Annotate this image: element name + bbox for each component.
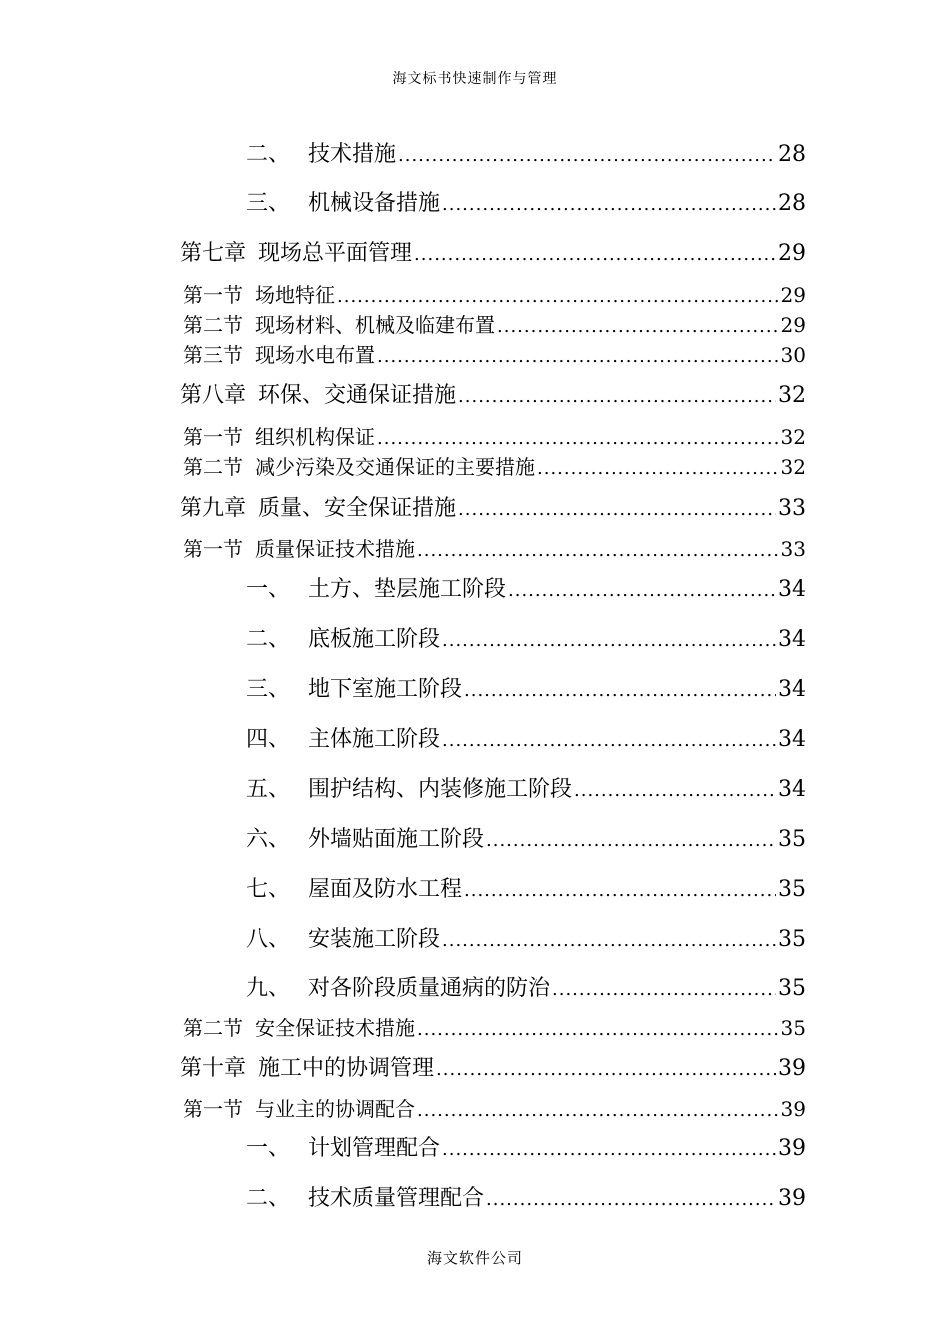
dot-leader — [442, 1139, 776, 1160]
toc-entry-page-number: 39 — [778, 1136, 806, 1161]
toc-entry-title: 组织机构保证 — [255, 425, 375, 449]
toc-entry-label — [183, 451, 535, 480]
dot-leader — [537, 458, 779, 479]
toc-entry-label — [183, 339, 375, 368]
toc-entry-label — [246, 872, 462, 903]
toc-entry-title: 安装施工阶段 — [308, 927, 441, 952]
toc-entry-title: 现场材料、机械及临建布置 — [255, 313, 495, 337]
toc-entry-page-number: 33 — [778, 496, 806, 521]
toc-entry-number: 二、 — [246, 627, 291, 652]
toc-entry-number: 八、 — [246, 927, 291, 952]
toc-entry-section[interactable] — [183, 1012, 806, 1041]
toc-entry-label — [180, 378, 456, 409]
toc-entry-item[interactable] — [246, 922, 806, 953]
toc-entry-page-number: 34 — [778, 627, 806, 652]
toc-entry-chapter[interactable] — [180, 1051, 806, 1082]
toc-entry-number: 四、 — [246, 727, 291, 752]
toc-entry-number: 第二节 — [183, 455, 243, 479]
toc-entry-number: 第二节 — [183, 1016, 243, 1040]
dot-leader — [552, 979, 776, 1000]
dot-leader — [497, 316, 779, 337]
toc-entry-item[interactable] — [246, 672, 806, 703]
toc-entry-section[interactable] — [183, 451, 806, 480]
toc-entry-section[interactable] — [183, 309, 806, 338]
toc-entry-number: 第九章 — [180, 496, 247, 521]
dot-leader — [442, 194, 776, 215]
toc-entry-number: 二、 — [246, 142, 291, 167]
toc-entry-label — [183, 533, 415, 562]
toc-entry-number: 一、 — [246, 577, 291, 602]
dot-leader — [486, 1189, 776, 1210]
toc-entry-label — [183, 309, 495, 338]
toc-entry-label — [246, 672, 462, 703]
toc-entry-page-number: 29 — [778, 241, 806, 266]
toc-entry-number: 一、 — [246, 1136, 291, 1161]
toc-entry-page-number: 34 — [778, 577, 806, 602]
dot-leader — [486, 830, 776, 851]
toc-entry-item[interactable] — [246, 872, 806, 903]
toc-entry-number: 第一节 — [183, 425, 243, 449]
toc-entry-number: 二、 — [246, 1186, 291, 1211]
toc-entry-number: 六、 — [246, 827, 291, 852]
toc-entry-item[interactable] — [246, 186, 806, 217]
toc-entry-title: 机械设备措施 — [308, 191, 441, 216]
toc-entry-page-number: 34 — [778, 727, 806, 752]
toc-entry-section[interactable] — [183, 533, 806, 562]
toc-entry-label — [246, 922, 440, 953]
toc-entry-label — [246, 772, 572, 803]
toc-entry-title: 减少污染及交通保证的主要措施 — [255, 455, 535, 479]
dot-leader — [377, 346, 779, 367]
toc-entry-title: 对各阶段质量通病的防治 — [308, 976, 551, 1001]
toc-entry-section[interactable] — [183, 421, 806, 450]
toc-entry-item[interactable] — [246, 822, 806, 853]
toc-entry-title: 质量、安全保证措施 — [258, 496, 457, 521]
toc-entry-number: 第十章 — [180, 1056, 247, 1081]
toc-entry-number: 第七章 — [180, 241, 247, 266]
toc-entry-title: 外墙贴面施工阶段 — [308, 827, 485, 852]
toc-entry-page-number: 35 — [780, 1016, 806, 1040]
dot-leader — [417, 1100, 779, 1121]
toc-entry-label — [246, 1181, 484, 1212]
dot-leader — [337, 286, 779, 307]
toc-entry-page-number: 35 — [778, 827, 806, 852]
dot-leader — [414, 244, 776, 265]
dot-leader — [458, 386, 776, 407]
dot-leader — [442, 730, 776, 751]
toc-entry-number: 七、 — [246, 877, 291, 902]
toc-entry-label — [183, 1012, 415, 1041]
toc-entry-chapter[interactable] — [180, 491, 806, 522]
toc-entry-page-number: 33 — [780, 537, 806, 561]
toc-entry-page-number: 39 — [780, 1097, 806, 1121]
toc-entry-page-number: 35 — [778, 976, 806, 1001]
dot-leader — [442, 630, 776, 651]
toc-entry-number: 三、 — [246, 677, 291, 702]
toc-entry-page-number: 34 — [778, 677, 806, 702]
toc-entry-title: 屋面及防水工程 — [308, 877, 463, 902]
toc-entry-title: 土方、垫层施工阶段 — [308, 577, 507, 602]
dot-leader — [377, 428, 779, 449]
toc-entry-label — [246, 622, 440, 653]
toc-entry-number: 三、 — [246, 191, 291, 216]
toc-entry-page-number: 34 — [778, 777, 806, 802]
dot-leader — [417, 1019, 779, 1040]
toc-entry-item[interactable] — [246, 1131, 806, 1162]
toc-entry-page-number: 30 — [780, 343, 806, 367]
dot-leader — [442, 930, 776, 951]
toc-entry-title: 与业主的协调配合 — [255, 1097, 415, 1121]
toc-entry-title: 质量保证技术措施 — [255, 537, 415, 561]
toc-entry-page-number: 35 — [778, 877, 806, 902]
dot-leader — [436, 1059, 776, 1080]
toc-entry-label — [180, 1051, 434, 1082]
toc-entry-label — [246, 186, 440, 217]
toc-entry-label — [246, 822, 484, 853]
toc-entry-title: 围护结构、内装修施工阶段 — [308, 777, 573, 802]
toc-entry-item[interactable] — [246, 722, 806, 753]
toc-entry-title: 施工中的协调管理 — [258, 1056, 435, 1081]
toc-entry-page-number: 28 — [778, 142, 806, 167]
toc-entry-number: 第一节 — [183, 537, 243, 561]
toc-entry-title: 底板施工阶段 — [308, 627, 441, 652]
toc-entry-page-number: 28 — [778, 191, 806, 216]
toc-entry-chapter[interactable] — [180, 236, 806, 267]
toc-entry-label — [180, 236, 412, 267]
toc-entry-item[interactable] — [246, 971, 806, 1002]
toc-entry-title: 安全保证技术措施 — [255, 1016, 415, 1040]
toc-entry-page-number: 32 — [778, 383, 806, 408]
toc-entry-title: 技术措施 — [308, 142, 397, 167]
toc-entry-page-number: 32 — [780, 455, 806, 479]
toc-entry-chapter[interactable] — [180, 378, 806, 409]
toc-entry-page-number: 32 — [780, 425, 806, 449]
toc-entry-label — [183, 279, 335, 308]
toc-entry-label — [180, 491, 456, 522]
toc-entry-label — [246, 1131, 440, 1162]
toc-entry-item[interactable] — [246, 772, 806, 803]
toc-entry-label — [183, 421, 375, 450]
dot-leader — [458, 499, 776, 520]
toc-entry-page-number: 29 — [780, 283, 806, 307]
toc-entry-item[interactable] — [246, 1181, 806, 1212]
toc-entry-section[interactable] — [183, 1093, 806, 1122]
toc-entry-title: 环保、交通保证措施 — [258, 383, 457, 408]
toc-entry-label — [183, 1093, 415, 1122]
dot-leader — [398, 145, 776, 166]
toc-entry-label — [246, 572, 506, 603]
page-header: 海文标书快速制作与管理 — [392, 71, 558, 87]
toc-entry-section[interactable] — [183, 279, 806, 308]
toc-entry-number: 第二节 — [183, 313, 243, 337]
toc-entry-title: 计划管理配合 — [308, 1136, 441, 1161]
toc-entry-item[interactable] — [246, 572, 806, 603]
toc-entry-item[interactable] — [246, 622, 806, 653]
toc-entry-item[interactable] — [246, 137, 806, 168]
toc-entry-page-number: 29 — [780, 313, 806, 337]
dot-leader — [574, 780, 776, 801]
toc-entry-number: 第三节 — [183, 343, 243, 367]
dot-leader — [464, 880, 776, 901]
page-footer: 海文软件公司 — [426, 1249, 523, 1267]
toc-entry-title: 地下室施工阶段 — [308, 677, 463, 702]
toc-entry-label — [246, 971, 550, 1002]
toc-entry-title: 主体施工阶段 — [308, 727, 441, 752]
toc-entry-title: 现场水电布置 — [255, 343, 375, 367]
dot-leader — [508, 580, 776, 601]
toc-entry-number: 五、 — [246, 777, 291, 802]
toc-entry-page-number: 35 — [778, 927, 806, 952]
toc-entry-number: 九、 — [246, 976, 291, 1001]
toc-entry-label — [246, 722, 440, 753]
dot-leader — [417, 540, 779, 561]
toc-entry-number: 第一节 — [183, 283, 243, 307]
toc-entry-title: 技术质量管理配合 — [308, 1186, 485, 1211]
toc-entry-section[interactable] — [183, 339, 806, 368]
toc-entry-page-number: 39 — [778, 1186, 806, 1211]
toc-entry-title: 场地特征 — [255, 283, 335, 307]
toc-entry-title: 现场总平面管理 — [258, 241, 413, 266]
toc-entry-number: 第八章 — [180, 383, 247, 408]
dot-leader — [464, 680, 776, 701]
toc-entry-page-number: 39 — [778, 1056, 806, 1081]
toc-entry-number: 第一节 — [183, 1097, 243, 1121]
toc-entry-label — [246, 137, 396, 168]
